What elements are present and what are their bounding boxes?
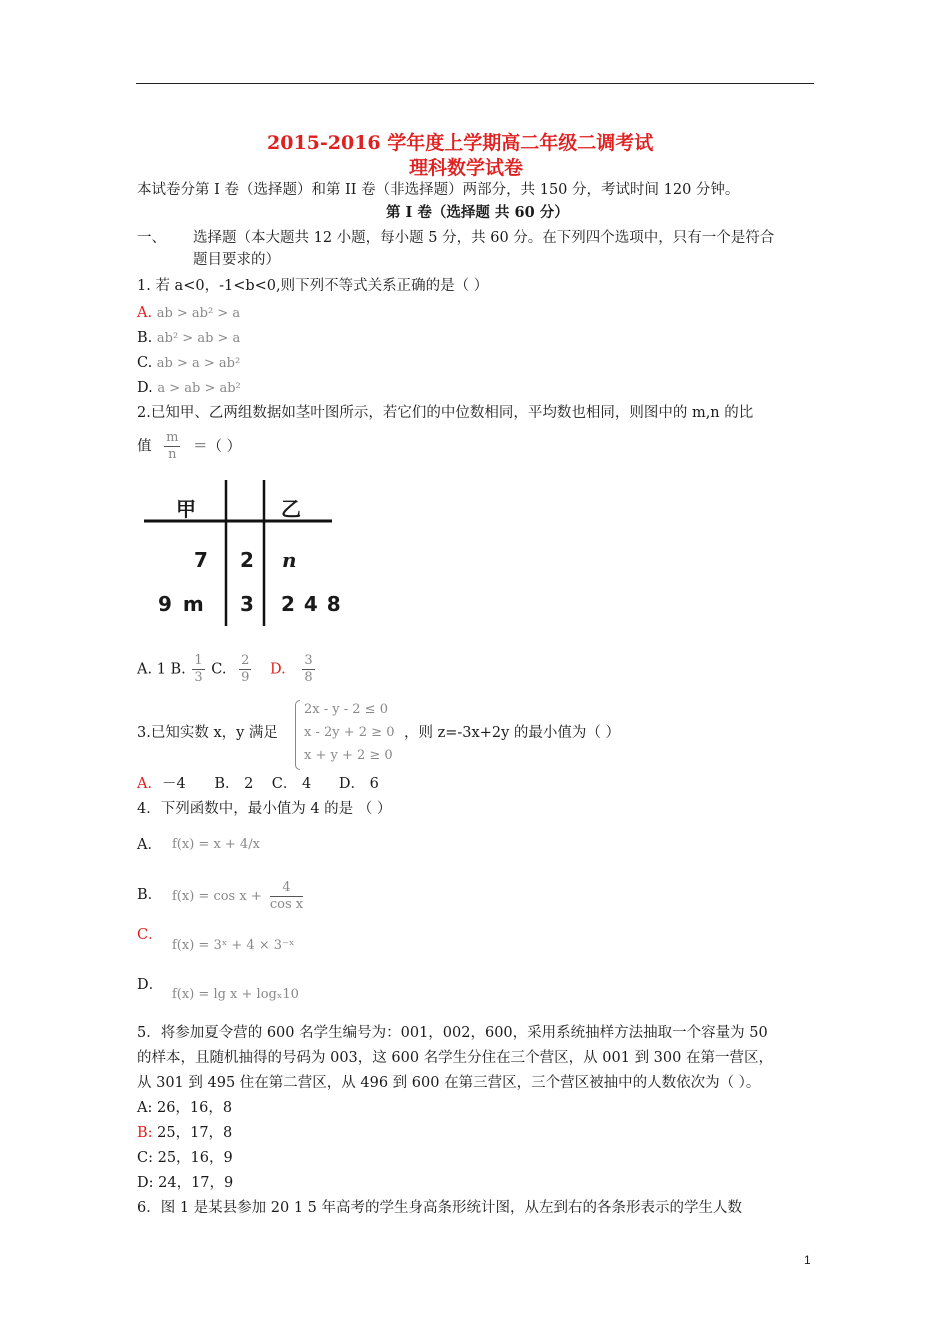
question-5-option-b <box>137 1123 232 1143</box>
option-d-fraction <box>302 653 314 686</box>
option-expr: ab > ab² > a <box>156 306 241 321</box>
stem-row1: 2 <box>240 548 254 572</box>
question-4-option-b-expr <box>172 880 303 913</box>
leaf-left-row2: 9 m <box>158 592 204 616</box>
option-ab-label: A. 1 B. <box>137 661 186 678</box>
fraction-numerator: 4 <box>270 880 303 897</box>
fraction-numerator: m <box>166 430 179 445</box>
question-4-option-a-expr: f(x) = x + 4/x <box>172 837 260 852</box>
option-label: A. <box>137 305 153 321</box>
system-brace <box>295 700 300 770</box>
stem-row2: 3 <box>240 592 254 616</box>
question-2-options <box>137 653 315 686</box>
part-description-cont: 题目要求的） <box>193 252 280 268</box>
option-a-value: －4 <box>161 776 186 792</box>
ratio-fraction <box>164 430 180 463</box>
option-label: A: <box>137 1100 153 1116</box>
page-number: 1 <box>804 1253 811 1267</box>
question-5-line-1: 5．将参加夏令营的 600 名学生编号为：001，002，600，采用系统抽样方法抽取一个容量为 50 <box>137 1025 768 1041</box>
leaf-left-row1: 7 <box>194 548 208 572</box>
fraction-denominator: cos x <box>269 897 304 912</box>
constraint-1: 2x - y - 2 ≤ 0 <box>304 702 388 717</box>
question-3-stem-prefix: 3.已知实数 x，y 满足 <box>137 725 278 741</box>
option-c-fraction <box>239 653 251 686</box>
exam-title: 2015-2016 学年度上学期高二年级二调考试 <box>267 132 654 154</box>
option-label: D: <box>137 1175 154 1191</box>
question-4-stem: 4．下列函数中，最小值为 4 的是 （ ） <box>137 801 392 817</box>
fraction-denominator: 9 <box>241 670 250 685</box>
section-heading: 第 I 卷（选择题 共 60 分） <box>386 204 569 221</box>
option-expr: a > ab > ab² <box>157 381 241 396</box>
option-label: C. <box>137 355 153 371</box>
question-2-stem: 2.已知甲、乙两组数据如茎叶图所示，若它们的中位数相同，平均数也相同，则图中的 m,n 的比 <box>137 405 754 421</box>
top-rule <box>136 83 814 84</box>
question-5-option-d <box>137 1173 233 1193</box>
option-d-label: D. <box>269 661 286 678</box>
question-1-option-b <box>137 328 240 349</box>
constraint-3: x + y + 2 ≥ 0 <box>304 748 393 763</box>
fraction-numerator: 2 <box>241 653 250 668</box>
exam-intro: 本试卷分第 I 卷（选择题）和第 II 卷（非选择题）两部分，共 150 分，考试时间 120 分钟。 <box>137 182 740 198</box>
question-5-option-c <box>137 1148 233 1168</box>
fraction-numerator: 1 <box>194 653 203 668</box>
options-bcd: B． 2 C． 4 D． 6 <box>214 776 379 792</box>
option-b-fraction <box>192 653 204 686</box>
option-label: B. <box>137 330 153 346</box>
question-4-option-c-label: C． <box>137 927 163 943</box>
stem-suffix: ＝（ ） <box>193 438 242 455</box>
left-header: 甲 <box>176 497 196 521</box>
expr-fraction <box>270 880 303 913</box>
stem-prefix: 值 <box>137 438 152 455</box>
question-6-line-1: 6．图 1 是某县参加 20 1 5 年高考的学生身高条形统计图，从左到右的各条形表示的学生人数 <box>137 1200 743 1216</box>
fraction-denominator: n <box>168 447 177 462</box>
question-5-line-2: 的样本，且随机抽得的号码为 003，这 600 名学生分住在三个营区，从 001 到 300 在第一营区， <box>137 1050 773 1066</box>
option-text: 24，17，9 <box>158 1175 234 1191</box>
question-3-stem-suffix: ，则 z=-3x+2y 的最小值为（ ） <box>404 725 620 741</box>
option-expr: ab² > ab > a <box>156 331 241 346</box>
option-label: D. <box>137 380 153 396</box>
fraction-numerator: 3 <box>304 653 313 668</box>
question-4-option-d-label: D． <box>137 977 164 993</box>
question-1-option-c <box>137 353 240 374</box>
question-4-option-a-label: A． <box>137 837 162 853</box>
exam-subtitle: 理科数学试卷 <box>409 157 524 179</box>
question-1-option-a <box>137 303 240 324</box>
right-header: 乙 <box>281 497 301 521</box>
option-text: 26，16，8 <box>156 1100 233 1116</box>
leaf-right-row1: n <box>282 548 297 572</box>
question-5-option-a <box>137 1098 232 1118</box>
fraction-denominator: 8 <box>304 670 313 685</box>
part-number: 一、 <box>137 230 166 246</box>
option-label: B: <box>137 1125 153 1141</box>
leaf-right-row2: 2 4 8 <box>281 592 341 616</box>
question-5-line-3: 从 301 到 495 住在第二营区，从 496 到 600 在第三营区，三个营区被抽中的人数依次为（ ）。 <box>137 1075 761 1091</box>
option-text: 25，16，9 <box>157 1150 233 1166</box>
question-1-stem: 1. 若 a<0，-1<b<0,则下列不等式关系正确的是（ ） <box>137 278 489 294</box>
option-expr: ab > a > ab² <box>156 356 241 371</box>
constraint-2: x - 2y + 2 ≥ 0 <box>304 725 395 740</box>
expr-prefix: f(x) = cos x + <box>172 889 262 904</box>
fraction-denominator: 3 <box>194 670 203 685</box>
question-4-option-b-label: B． <box>137 887 163 903</box>
question-4-option-d-expr: f(x) = lg x + logₓ10 <box>172 987 299 1002</box>
part-description: 选择题（本大题共 12 小题，每小题 5 分，共 60 分。在下列四个选项中，只有一个是符合 <box>193 230 775 246</box>
question-3-options <box>137 774 379 794</box>
question-1-option-d <box>137 378 241 399</box>
option-text: 25，17，8 <box>157 1125 233 1141</box>
option-c-label: C. <box>211 661 227 678</box>
question-4-option-c-expr: f(x) = 3ˣ + 4 × 3⁻ˣ <box>172 938 295 953</box>
option-a-label: A． <box>137 776 162 792</box>
option-label: C: <box>137 1150 153 1166</box>
question-2-stem-cont <box>137 430 241 463</box>
